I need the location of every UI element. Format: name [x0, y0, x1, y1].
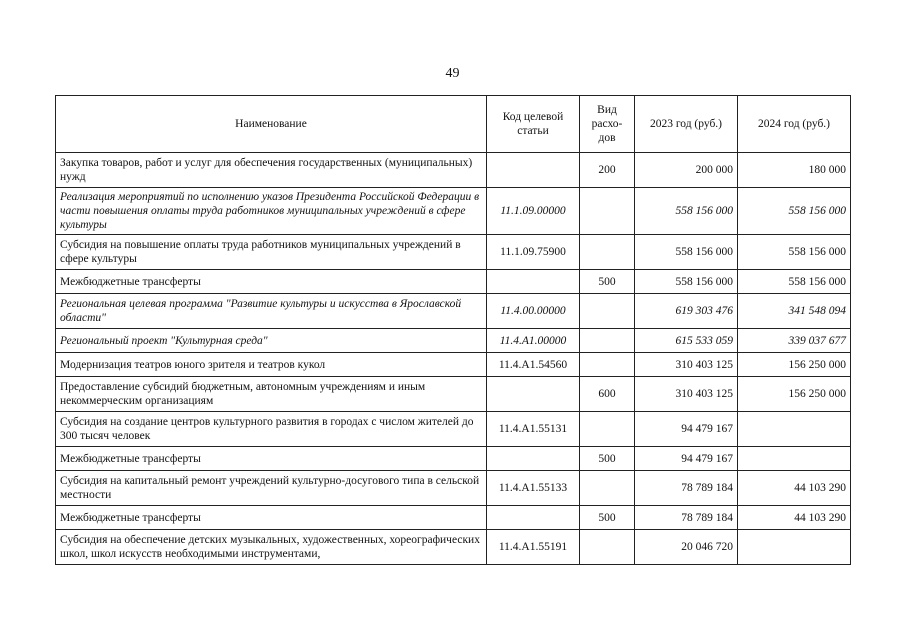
budget-table	[55, 95, 851, 565]
table-row	[56, 447, 851, 471]
cell-code: 11.4.A1.55191	[487, 530, 580, 565]
cell-2023: 20 046 720	[635, 530, 738, 565]
table-body	[56, 153, 851, 565]
cell-2023: 94 479 167	[635, 447, 738, 471]
table-row	[56, 412, 851, 447]
header-name: Наименование	[56, 96, 487, 153]
cell-2023: 78 789 184	[635, 471, 738, 506]
cell-type: 200	[580, 153, 635, 188]
cell-type: 500	[580, 506, 635, 530]
table-row	[56, 377, 851, 412]
cell-code: 11.4.A1.00000	[487, 329, 580, 353]
cell-code: 11.1.09.75900	[487, 235, 580, 270]
cell-name: Субсидия на обеспечение детских музыкальных, художественных, хореографических школ, школ искусств необходимыми инструментами,	[56, 530, 487, 565]
cell-name: Субсидия на повышение оплаты труда работников муниципальных учреждений в сфере культуры	[56, 235, 487, 270]
cell-code	[487, 377, 580, 412]
table-row	[56, 188, 851, 235]
table-row	[56, 235, 851, 270]
cell-type	[580, 329, 635, 353]
page-number: 49	[445, 66, 460, 81]
cell-2024	[738, 530, 851, 565]
cell-2023: 619 303 476	[635, 294, 738, 329]
header-code: Код целевой статьи	[487, 96, 580, 153]
cell-2023: 615 533 059	[635, 329, 738, 353]
cell-2024: 558 156 000	[738, 270, 851, 294]
cell-2024: 341 548 094	[738, 294, 851, 329]
cell-name: Реализация мероприятий по исполнению указов Президента Российской Федерации в части повышения оплаты труда работников муниципальных учреждений в сфере культуры	[56, 188, 487, 235]
cell-2024	[738, 412, 851, 447]
cell-type: 600	[580, 377, 635, 412]
cell-2023: 200 000	[635, 153, 738, 188]
cell-name: Межбюджетные трансферты	[56, 506, 487, 530]
table-row	[56, 329, 851, 353]
cell-code: 11.4.A1.55131	[487, 412, 580, 447]
cell-code: 11.4.A1.55133	[487, 471, 580, 506]
cell-name: Предоставление субсидий бюджетным, автономным учреждениям и иным некоммерческим организациям	[56, 377, 487, 412]
cell-code	[487, 506, 580, 530]
cell-type	[580, 471, 635, 506]
cell-type	[580, 412, 635, 447]
cell-type: 500	[580, 447, 635, 471]
cell-name: Модернизация театров юного зрителя и театров кукол	[56, 353, 487, 377]
cell-type	[580, 235, 635, 270]
table-row	[56, 471, 851, 506]
header-year-2024: 2024 год (руб.)	[738, 96, 851, 153]
header-year-2023: 2023 год (руб.)	[635, 96, 738, 153]
table-row	[56, 153, 851, 188]
cell-2024	[738, 447, 851, 471]
cell-type	[580, 188, 635, 235]
cell-2024: 339 037 677	[738, 329, 851, 353]
cell-type	[580, 353, 635, 377]
cell-2024: 156 250 000	[738, 353, 851, 377]
table-row	[56, 353, 851, 377]
cell-code: 11.4.A1.54560	[487, 353, 580, 377]
cell-2023: 94 479 167	[635, 412, 738, 447]
cell-name: Закупка товаров, работ и услуг для обеспечения государственных (муниципальных) нужд	[56, 153, 487, 188]
cell-type	[580, 530, 635, 565]
cell-type	[580, 294, 635, 329]
cell-code	[487, 447, 580, 471]
cell-2023: 310 403 125	[635, 377, 738, 412]
cell-code	[487, 153, 580, 188]
cell-code: 11.4.00.00000	[487, 294, 580, 329]
cell-2023: 558 156 000	[635, 235, 738, 270]
cell-name: Межбюджетные трансферты	[56, 270, 487, 294]
cell-2023: 558 156 000	[635, 270, 738, 294]
cell-2023: 78 789 184	[635, 506, 738, 530]
cell-code	[487, 270, 580, 294]
cell-2024: 156 250 000	[738, 377, 851, 412]
cell-2024: 44 103 290	[738, 506, 851, 530]
table-row	[56, 270, 851, 294]
table-row	[56, 294, 851, 329]
cell-2024: 558 156 000	[738, 235, 851, 270]
cell-2024: 180 000	[738, 153, 851, 188]
cell-name: Региональный проект "Культурная среда"	[56, 329, 487, 353]
table-header-row	[56, 96, 851, 153]
cell-name: Субсидия на создание центров культурного развития в городах с числом жителей до 300 тысяч человек	[56, 412, 487, 447]
table-row	[56, 530, 851, 565]
cell-2023: 310 403 125	[635, 353, 738, 377]
cell-2024: 558 156 000	[738, 188, 851, 235]
cell-2024: 44 103 290	[738, 471, 851, 506]
cell-name: Субсидия на капитальный ремонт учреждений культурно-досугового типа в сельской местности	[56, 471, 487, 506]
cell-name: Межбюджетные трансферты	[56, 447, 487, 471]
cell-2023: 558 156 000	[635, 188, 738, 235]
cell-name: Региональная целевая программа "Развитие культуры и искусства в Ярославской области"	[56, 294, 487, 329]
cell-type: 500	[580, 270, 635, 294]
header-type: Вид расхо-дов	[580, 96, 635, 153]
table-row	[56, 506, 851, 530]
cell-code: 11.1.09.00000	[487, 188, 580, 235]
